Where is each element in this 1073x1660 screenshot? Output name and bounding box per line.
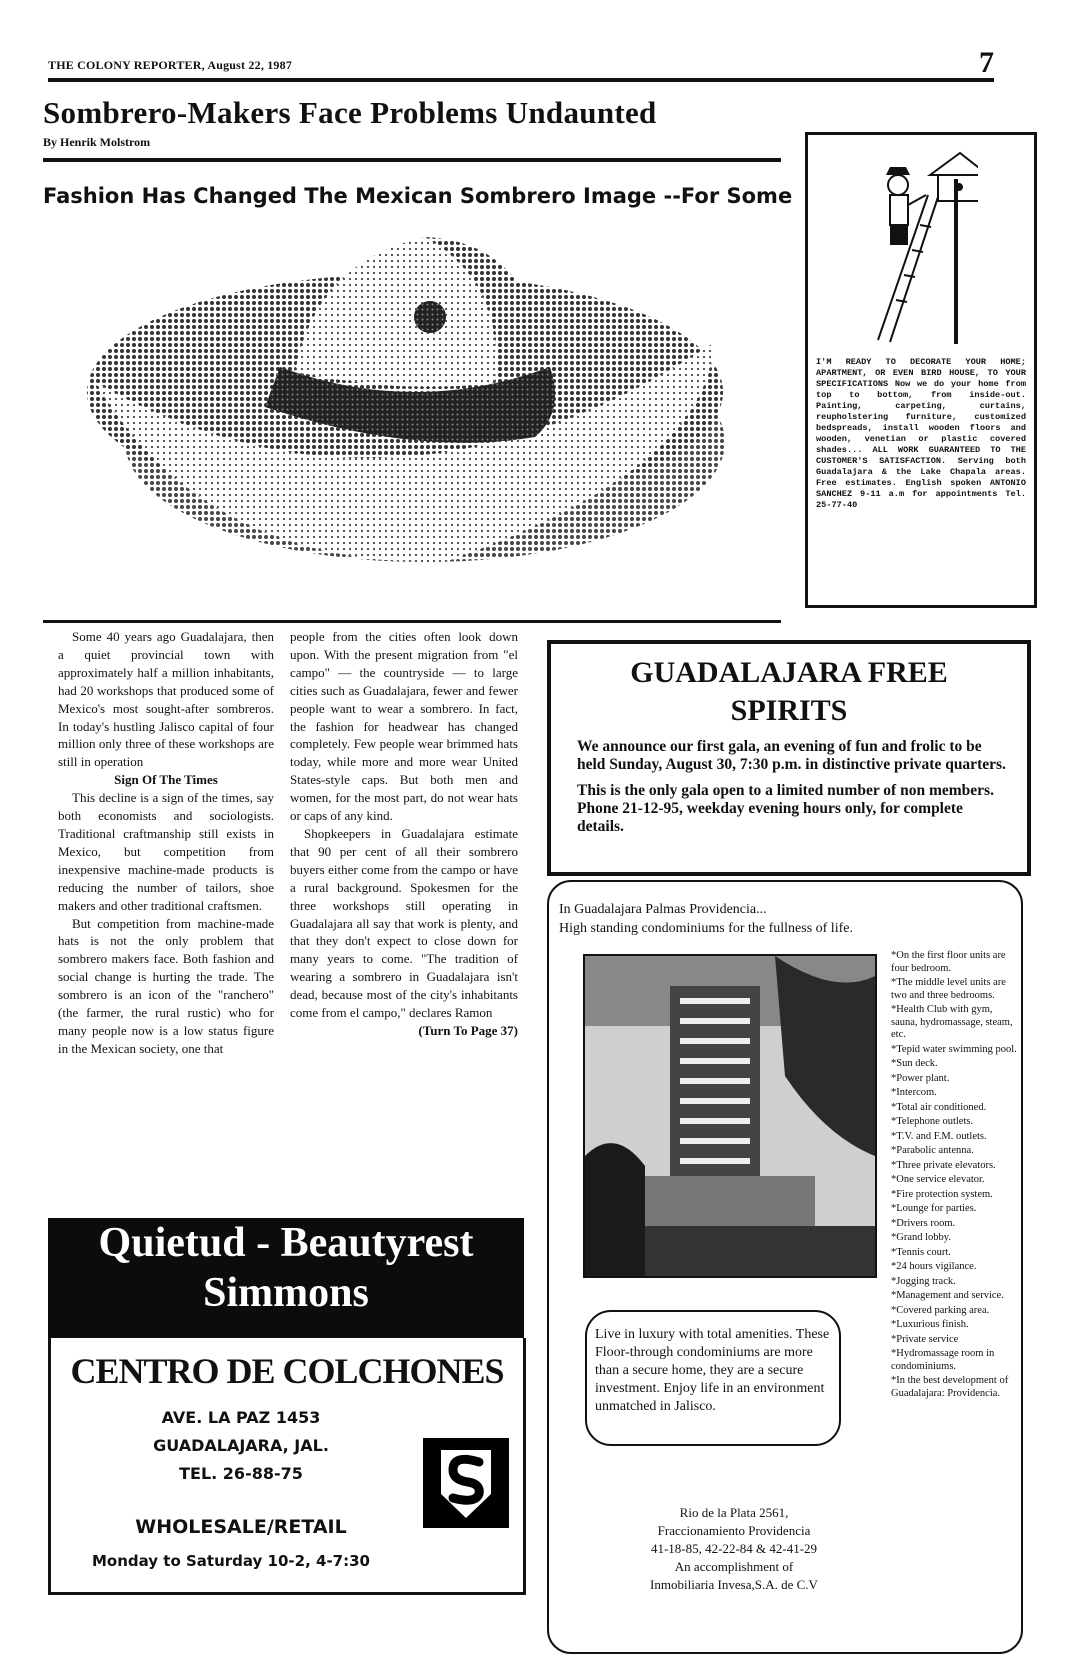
feature-item: *In the best development of Guadalajara: Providencia. [891,1375,1009,1399]
feature-item: *Intercom. [891,1087,937,1098]
article-column-2 [290,628,518,1040]
page-number: 7 [979,46,994,79]
feature-item: *24 hours vigilance. [891,1261,977,1272]
wholesale-retail: WHOLESALE/RETAIL [135,1516,347,1538]
byline: By Henrik Molstrom [43,135,151,149]
intro-line: High standing condominiums for the fullness of life. [559,921,853,936]
condo-building-photo [583,954,877,1278]
address-line: An accomplishment of [674,1559,794,1574]
article-subheadline: Fashion Has Changed The Mexican Sombrero Image --For Some [43,184,793,208]
feature-item: *T.V. and F.M. outlets. [891,1130,987,1142]
address-line: 41-18-85, 42-22-84 & 42-41-29 [650,1541,818,1556]
banner-line: Simmons [203,1270,369,1316]
feature-item: *Tennis court. [891,1246,951,1258]
banner-line: Quietud - Beautyrest [98,1220,474,1266]
condo-address [589,1504,879,1594]
simmons-banner [48,1218,524,1338]
store-name: CENTRO DE COLCHONES [70,1351,504,1391]
feature-item: *Covered parking area. [891,1304,990,1316]
features-list [891,950,1017,1402]
address-line: Inmobiliaria Invesa,S.A. de C.V [650,1577,818,1592]
decorator-ad-text: I'M READY TO DECORATE YOUR HOME; APARTMENT, OR EVEN BIRD HOUSE, TO YOUR SPECIFICATIONS Now we do your home from top to bottom, from inside-out. Painting, carpeting, curtains, reupholstering furniture, customized bedspreads, install wooden floors and wooden, venetian or plastic covered shades... ALL WORK GUARANTEED TO THE CUSTOMER'S SATISFACTION. Serving both Guadalajara & the Lake Chapala areas. Free estimates. English spoken ANTONIO SANCHEZ 9-11 a.m for appointments Tel. 25-77-40 [816,357,1026,510]
feature-item: *Lounge for parties. [891,1203,977,1214]
ad-paragraph: We announce our first gala, an evening of fun and frolic to be held Sunday, August 30, 7:30 p.m. in distinctive private quarters. [577,738,1006,773]
article-paragraph: people from the cities often look down upon. With the present migration from "el campo" — the countryside — to large cities such as Guadalajara, fewer and fewer people want to wear a sombrero. In fact, the fashion for headwear has changed completely. Few people wear brimmed hats today, while more and more wear United States-style caps. But both men and women, for the most part, do not wear hats or caps of any kind. [290,629,518,824]
feature-item: *Total air conditioned. [891,1101,987,1113]
feature-item: *Luxurious finish. [891,1319,969,1330]
article-headline: Sombrero-Makers Face Problems Undaunted [43,95,657,130]
simmons-s-logo [423,1438,509,1528]
store-hours: Monday to Saturday 10-2, 4-7:30 [91,1552,370,1570]
feature-item: *Sun deck. [891,1058,938,1069]
divider [43,158,781,162]
condo-intro [559,900,979,938]
feature-item: *Grand lobby. [891,1232,951,1243]
intro-line: In Guadalajara Palmas Providencia... [559,902,767,917]
article-paragraph: But competition from machine-made hats is not the only problem that sombrero makers face. Both fashion and social change is hurting the trade. The sombrero is an icon of the "ranchero" (the farmer, the rural rustic) who for many people now is a low status figure in the Mexican society, one that [58,915,274,1056]
feature-item: *Jogging track. [891,1275,956,1287]
store-city: GUADALAJARA, JAL. [153,1436,329,1455]
feature-item: *Health Club with gym, sauna, hydromassage, steam, etc. [891,1004,1013,1040]
mattress-center-ad [48,1338,526,1595]
article-column-1 [58,628,274,1058]
feature-item: *Tepid water swimming pool. [891,1043,1017,1055]
feature-item: *Telephone outlets. [891,1116,974,1127]
sombrero-photo [65,222,761,587]
ad-title-line1: GUADALAJARA FREE [630,656,948,689]
feature-item: *Management and service. [891,1290,1004,1301]
address-line: Fraccionamiento Providencia [657,1523,811,1538]
feature-item: *Drivers room. [891,1217,956,1229]
divider [43,620,781,623]
condo-speech-bubble: Live in luxury with total amenities. These Floor-through condominiums are more than a secure home, they are a secure investment. Enjoy life in an environment unmatched in Jalisco. [585,1310,841,1446]
feature-item: *Three private elevators. [891,1159,996,1171]
feature-item: *On the first floor units are four bedroom. [891,950,1006,974]
decorator-ad [805,132,1037,608]
continued-note: (Turn To Page 37) [418,1022,518,1038]
ad-paragraph: This is the only gala open to a limited number of non members. Phone 21-12-95, weekday evening hours only, for complete details. [577,782,994,835]
condominium-ad [547,880,1023,1654]
free-spirits-ad [547,640,1031,876]
article-subtitle: Sign Of The Times [114,772,218,788]
address-line: Rio de la Plata 2561, [679,1505,789,1520]
masthead [48,46,994,82]
article-paragraph: Shopkeepers in Guadalajara estimate that 90 per cent of all their sombrero buyers either come from the campo or have a rural background. Spokesmen for the three workshops still operating in Guadalajara all say that work is plenty, and that they don't expect to close down for many years to come. "The tradition of wearing a sombrero in Guadalajara isn't dead, because most of the city's inhabitants come from el campo," declares Ramon [290,825,518,1021]
feature-item: *Parabolic antenna. [891,1145,974,1156]
feature-item: *Power plant. [891,1072,950,1084]
feature-item: *The middle level units are two and three bedrooms. [891,977,1006,1001]
store-phone: TEL. 26-88-75 [179,1464,303,1483]
store-address: AVE. LA PAZ 1453 [161,1408,321,1427]
feature-item: *Private service [891,1333,959,1345]
article-paragraph: This decline is a sign of the times, say both economists and sociologists. Traditional craftmanship still exists in Mexico, but competition from inexpensive machine-made products is reducing the number of tailors, shoe makers and other traditional craftsmen. [58,790,274,913]
feature-item: *Hydromassage room in condominiums. [891,1348,995,1372]
feature-item: *Fire protection system. [891,1188,993,1200]
feature-item: *One service elevator. [891,1174,985,1185]
painter-on-ladder-illustration [868,145,978,345]
ad-title-line2: SPIRITS [730,694,848,727]
newspaper-dateline: THE COLONY REPORTER, August 22, 1987 [48,58,293,72]
article-paragraph: Some 40 years ago Guadalajara, then a quiet provincial town with approximately half a million inhabitants, had 20 workshops that produced some of Mexico's most sought-after sombreros. In today's hustling Jalisco capital of four million only three of these workshops are still in operation [58,629,274,770]
